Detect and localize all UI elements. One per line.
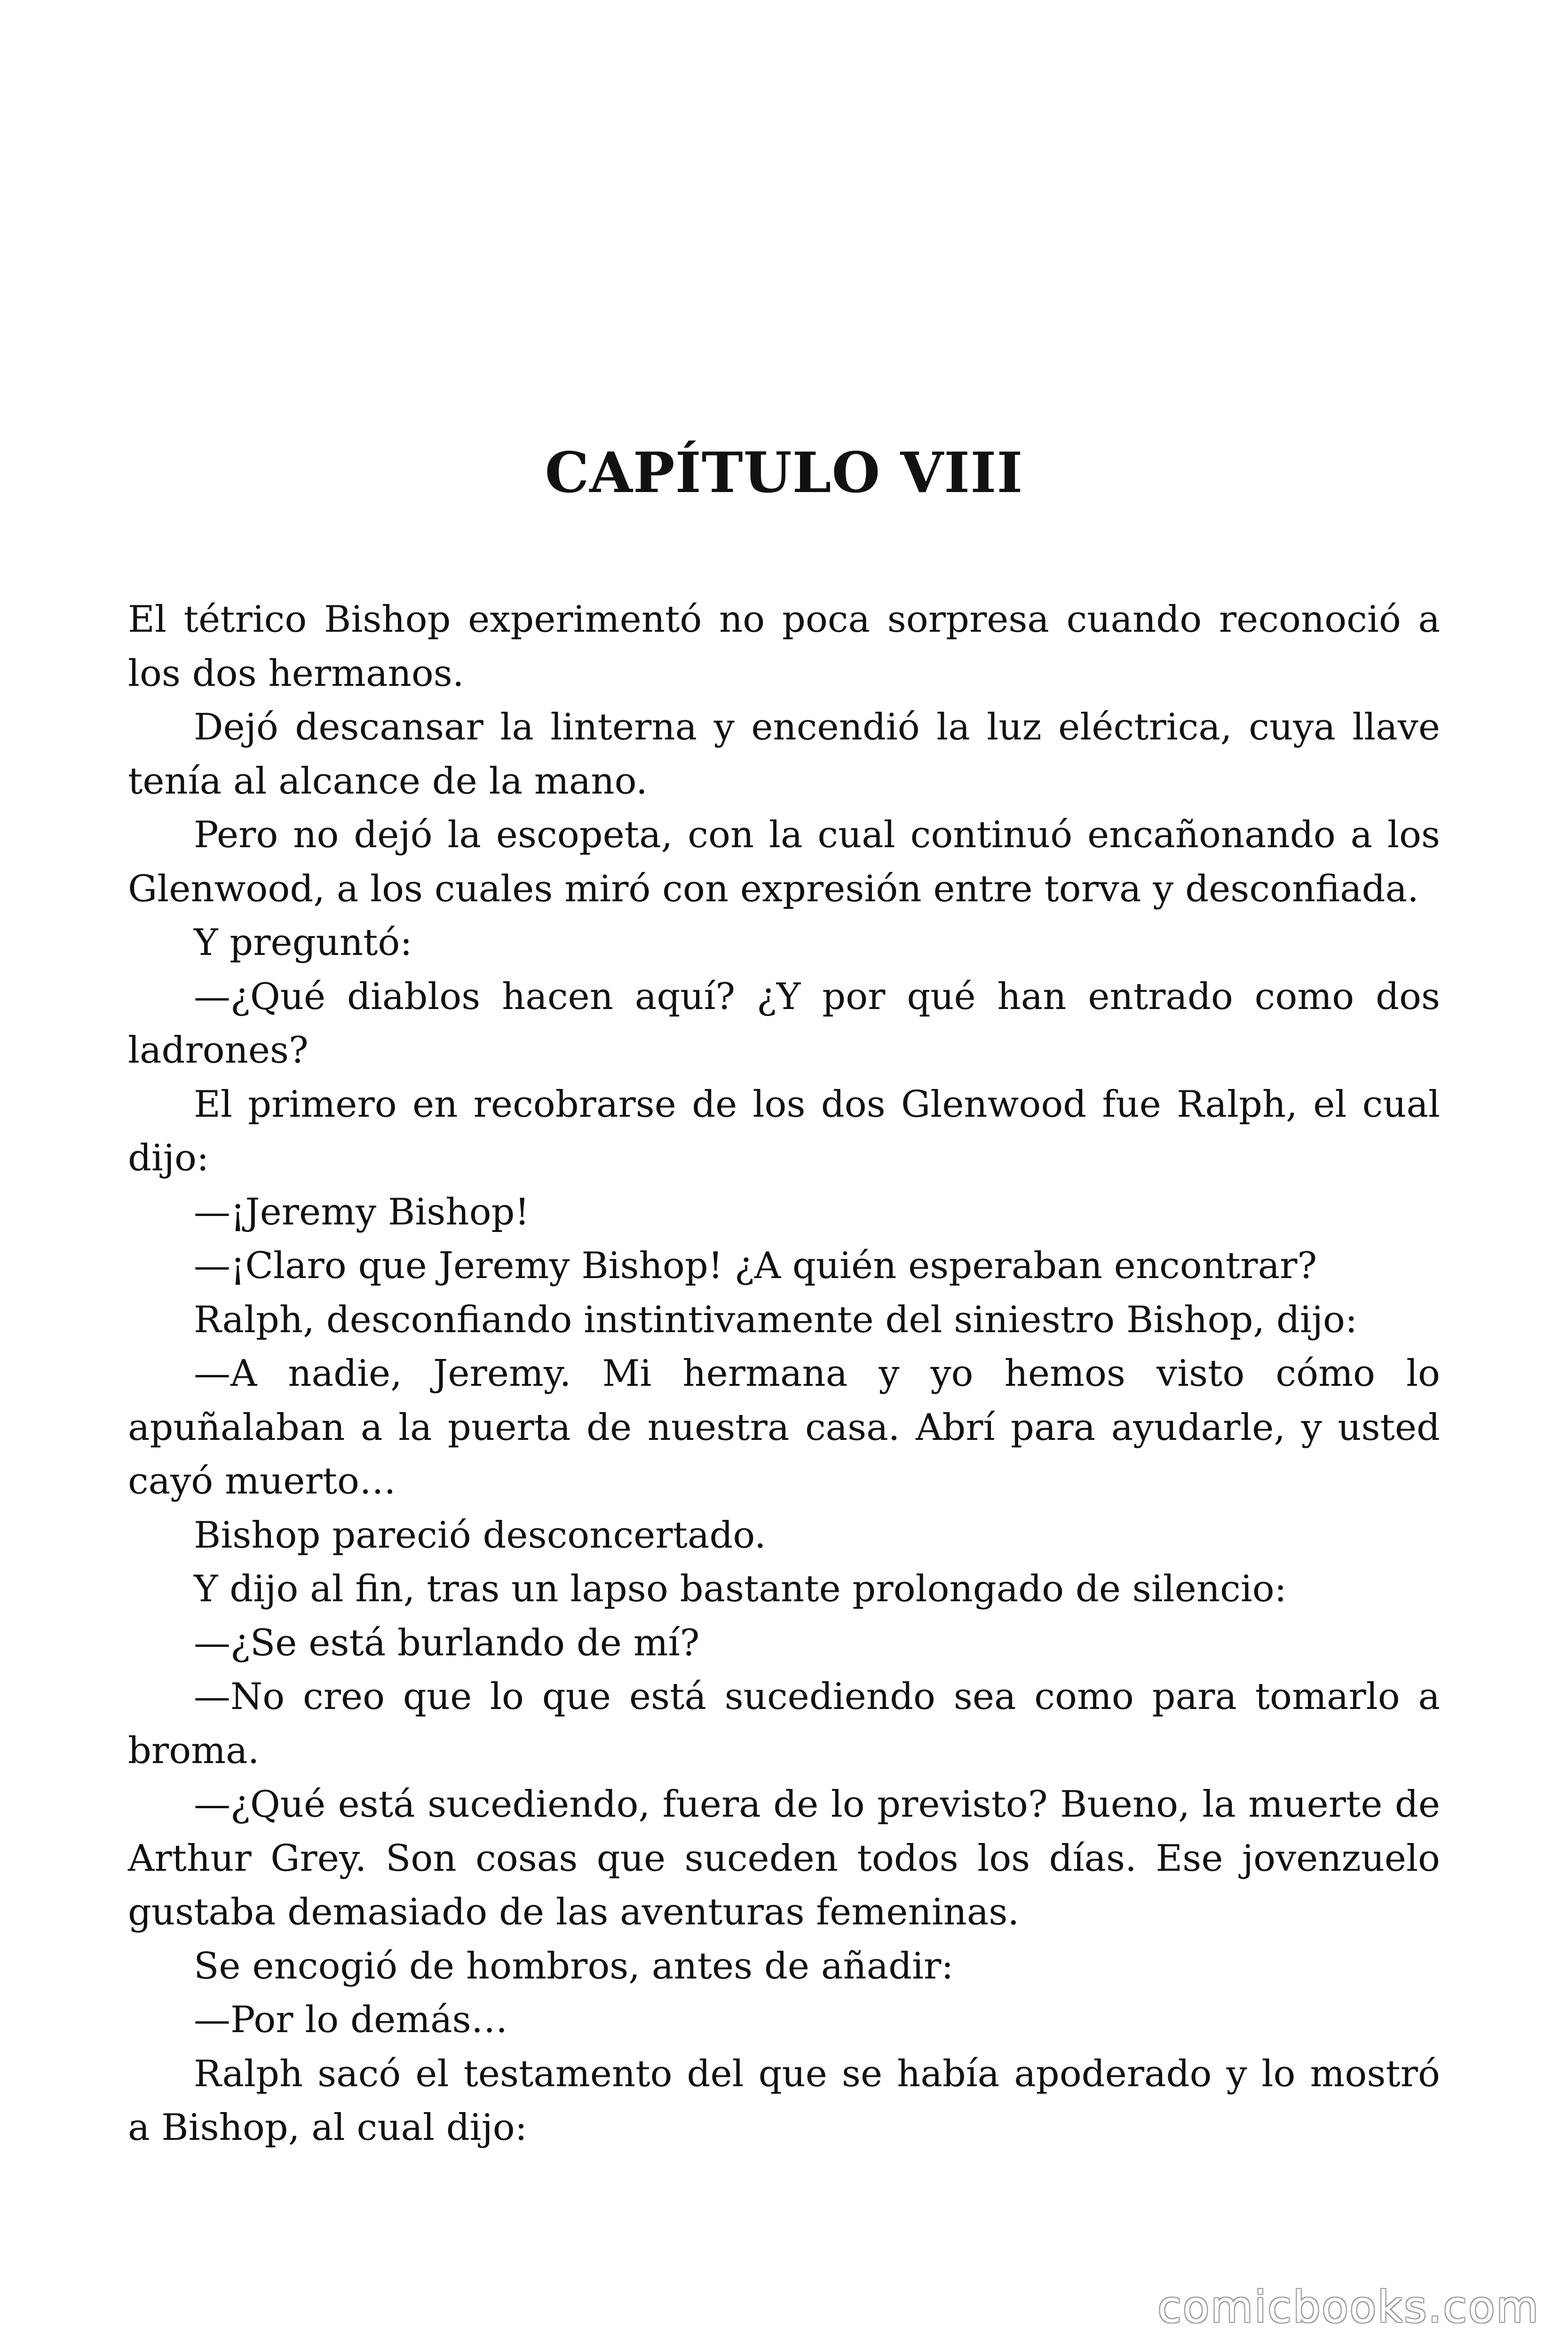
paragraph: El primero en recobrarse de los dos Glenwood fue Ralph, el cual dijo: [128, 1083, 1440, 1179]
paragraph: Bishop pareció desconcertado. [194, 1514, 766, 1557]
paragraph: Ralph, desconfiando instintivamente del siniestro Bishop, dijo: [194, 1298, 1358, 1341]
paragraph: —¿Se está burlando de mí? [194, 1621, 700, 1664]
paragraph: —¿Qué diablos hacen aquí? ¿Y por qué han entrado como dos ladrones? [128, 975, 1440, 1072]
paragraph: Se encogió de hombros, antes de añadir: [194, 1945, 954, 1987]
paragraph: Pero no dejó la escopeta, con la cual continuó encañonando a los Glenwood, a los cuales miró con expresión entre torva y desconfiada. [128, 814, 1440, 910]
paragraph: Y dijo al fin, tras un lapso bastante prolongado de silencio: [194, 1568, 1287, 1610]
paragraph: El tétrico Bishop experimentó no poca sorpresa cuando reconoció a los dos hermanos. [128, 598, 1440, 695]
paragraph: —No creo que lo que está sucediendo sea como para tomarlo a broma. [128, 1676, 1440, 1772]
paragraph: Y preguntó: [194, 922, 412, 964]
chapter-body [128, 593, 1440, 2155]
paragraph: —A nadie, Jeremy. Mi hermana y yo hemos visto cómo lo apuñalaban a la puerta de nuestra casa. Abrí para ayudarle, y usted cayó muerto… [128, 1352, 1440, 1502]
chapter-title: CAPÍTULO VIII [545, 440, 1023, 505]
paragraph: Dejó descansar la linterna y encendió la luz eléctrica, cuya llave tenía al alcance de la mano. [128, 706, 1440, 803]
paragraph: —¡Jeremy Bishop! [194, 1191, 530, 1233]
paragraph: Ralph sacó el testamento del que se había apoderado y lo mostró a Bishop, al cual dijo: [128, 2052, 1440, 2149]
paragraph: —Por lo demás… [194, 1999, 508, 2041]
paragraph: —¿Qué está sucediendo, fuera de lo previsto? Bueno, la muerte de Arthur Grey. Son cosas que suceden todos los días. Ese jovenzuelo gustaba demasiado de las aventuras femeninas. [128, 1783, 1440, 1933]
watermark: comicbooks.com [1157, 2282, 1540, 2332]
paragraph: —¡Claro que Jeremy Bishop! ¿A quién esperaban encontrar? [194, 1245, 1317, 1287]
